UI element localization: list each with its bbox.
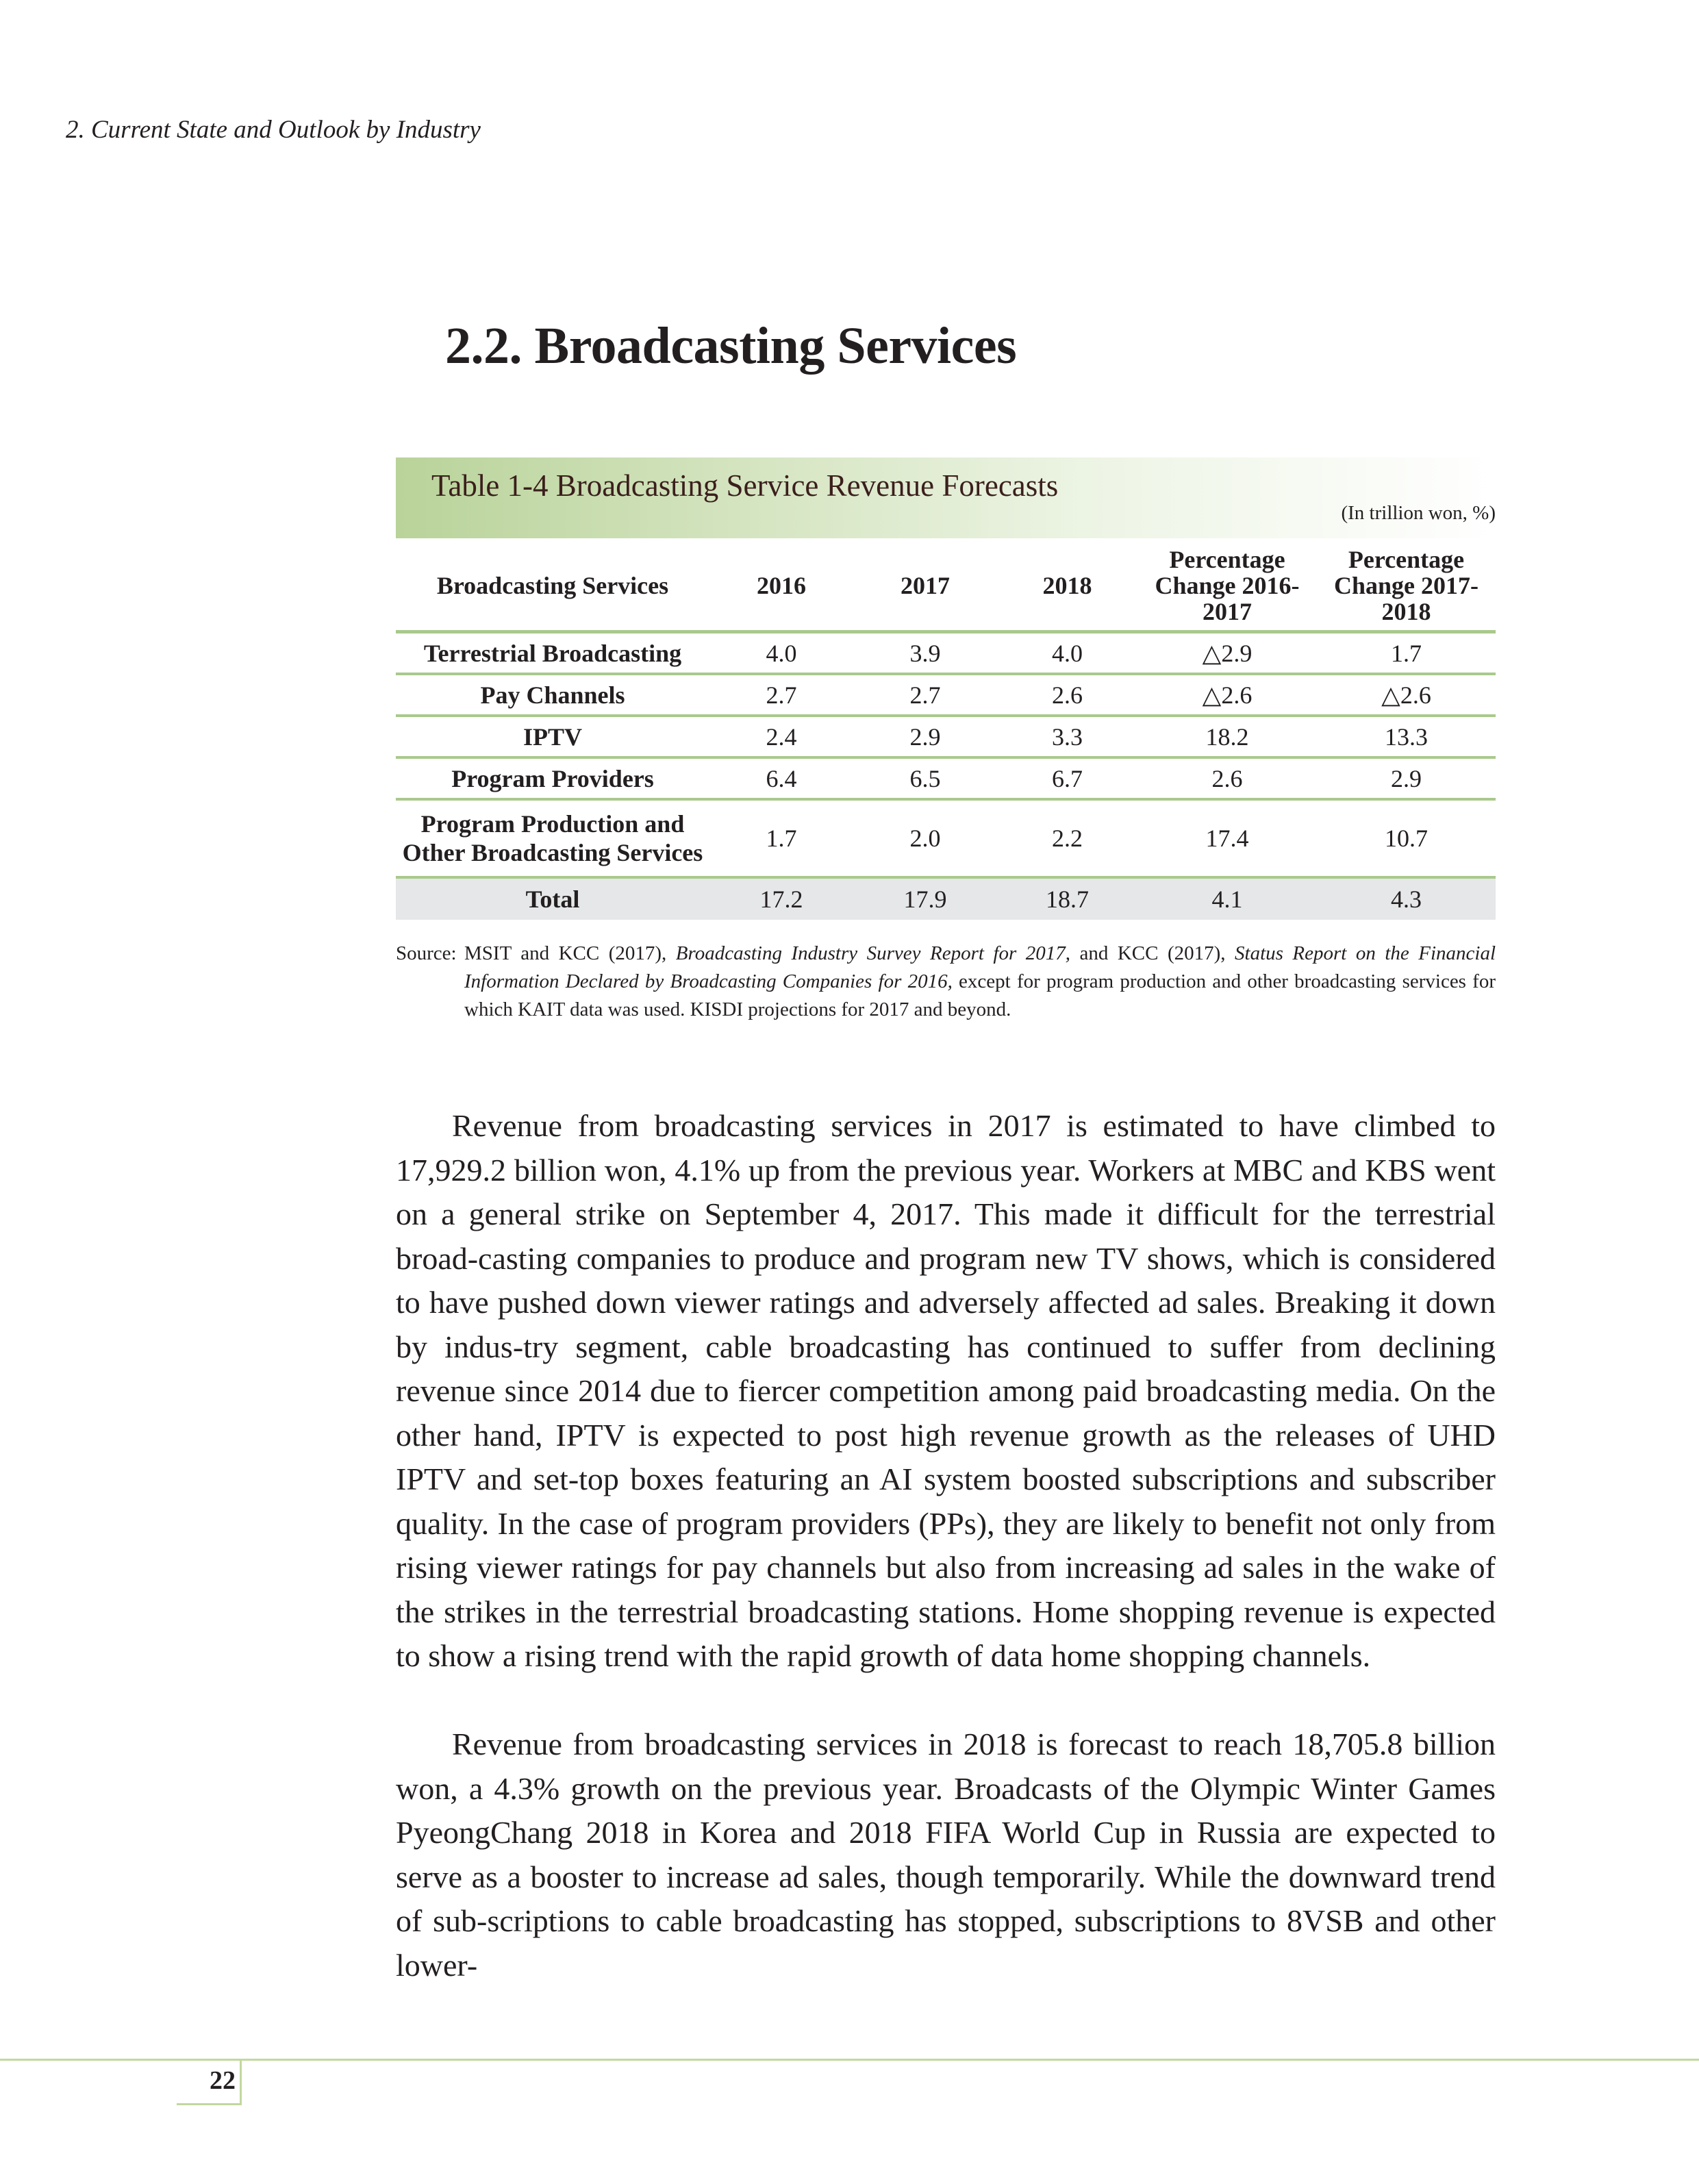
table-cell: 2.9 — [853, 716, 997, 757]
body-paragraph: Revenue from broadcasting services in 2017 is estimated to have climbed to 17,929.2 billion won, 4.1% up from the previous year. Workers at MBC and KBS went on a general strike on September 4, 2017. This made it difficult for the terrestrial broad-casting companies to produce and program new TV shows, which is considered to have pushed down viewer ratings and adversely affected ad sales. Breaking it down by indus-try segment, cable broadcasting has continued to suffer from declining revenue since 2014 due to fiercer competition among paid broadcasting media. On the other hand, IPTV is expected to post high revenue growth as the releases of UHD IPTV and set-top boxes featuring an AI system boosted subscriptions and subscriber quality. In the case of program providers (PPs), they are likely to benefit not only from rising viewer ratings for pay channels but also from increasing ad sales in the wake of the strikes in the terrestrial broadcasting stations. Home shopping revenue is expected to show a rising trend with the rapid growth of data home shopping channels. — [396, 1108, 1496, 1673]
section-title: 2.2. Broadcasting Services — [445, 317, 1017, 375]
table-cell: 2.7 — [709, 674, 853, 716]
table-cell: 4.0 — [997, 632, 1137, 675]
table-cell: 4.1 — [1137, 877, 1317, 920]
row-label: Total — [396, 877, 709, 920]
source-report-title: Status Report on the Financial Information Declared by Broadcasting Companies for 2016, — [464, 942, 1496, 992]
table-cell: 2.6 — [1137, 757, 1317, 799]
table-cell: △2.6 — [1137, 674, 1317, 716]
source-text-part: except for program production and other broadcasting services for which KAIT data was used. KISDI projections for 2017 and beyond. — [464, 970, 1496, 1020]
body-paragraph: Revenue from broadcasting services in 2018 is forecast to reach 18,705.8 billion won, a 4.3% growth on the previous year. Broadcasts of the Olympic Winter Games PyeongChang 2018 in Korea and 2018 FIFA World Cup in Russia are expected to serve as a booster to increase ad sales, though temporarily. While the downward trend of sub-scriptions to cable broadcasting has stopped, subscriptions to 8VSB and other lower- — [396, 1727, 1496, 1983]
table-caption: Table 1-4 Broadcasting Service Revenue Forecasts — [431, 468, 1059, 503]
source-label: Source: — [396, 942, 457, 964]
table-cell: 17.9 — [853, 877, 997, 920]
table-cell: 2.0 — [853, 799, 997, 877]
running-head: 2. Current State and Outlook by Industry — [66, 116, 481, 144]
column-header: 2018 — [997, 541, 1137, 632]
table-cell: 2.2 — [997, 799, 1137, 877]
column-header: 2016 — [709, 541, 853, 632]
page-number: 22 — [210, 2066, 236, 2095]
table-cell: 6.4 — [709, 757, 853, 799]
row-label: Program Providers — [396, 757, 709, 799]
table-total-row — [396, 877, 1496, 920]
table-cell: △2.6 — [1317, 674, 1496, 716]
table-cell: 18.7 — [997, 877, 1137, 920]
footer-rule — [0, 2059, 1699, 2061]
row-label: Program Production and Other Broadcasting Services — [396, 799, 709, 877]
table-cell: △2.9 — [1137, 632, 1317, 675]
column-header: Percentage Change 2016-2017 — [1137, 541, 1317, 632]
table-cell: 17.4 — [1137, 799, 1317, 877]
source-text-part: and KCC (2017), — [1070, 942, 1235, 964]
table-cell: 18.2 — [1137, 716, 1317, 757]
table-cell: 1.7 — [709, 799, 853, 877]
table-source-note — [396, 940, 1496, 1024]
table-cell: 2.6 — [997, 674, 1137, 716]
table-row — [396, 757, 1496, 799]
table-units-note: (In trillion won, %) — [1341, 502, 1496, 524]
table-cell: 17.2 — [709, 877, 853, 920]
table-row — [396, 674, 1496, 716]
column-header: Broadcasting Services — [396, 541, 709, 632]
table-cell: 3.9 — [853, 632, 997, 675]
table-row — [396, 716, 1496, 757]
table-cell: 6.7 — [997, 757, 1137, 799]
table-cell: 10.7 — [1317, 799, 1496, 877]
column-header: 2017 — [853, 541, 997, 632]
table-row — [396, 799, 1496, 877]
table-cell: 13.3 — [1317, 716, 1496, 757]
source-report-title: Broadcasting Industry Survey Report for 2017, — [675, 942, 1070, 964]
table-cell: 2.9 — [1317, 757, 1496, 799]
table-cell: 4.0 — [709, 632, 853, 675]
table-cell: 6.5 — [853, 757, 997, 799]
table-row — [396, 632, 1496, 675]
table-cell: 2.7 — [853, 674, 997, 716]
table-cell: 2.4 — [709, 716, 853, 757]
source-text-part: MSIT and KCC (2017), — [464, 942, 676, 964]
table-cell: 4.3 — [1317, 877, 1496, 920]
table-header-row — [396, 541, 1496, 632]
row-label: Pay Channels — [396, 674, 709, 716]
revenue-forecast-table — [396, 541, 1496, 920]
column-header: Percentage Change 2017-2018 — [1317, 541, 1496, 632]
row-label: Terrestrial Broadcasting — [396, 632, 709, 675]
table-cell: 3.3 — [997, 716, 1137, 757]
source-text — [464, 940, 1496, 1024]
row-label: IPTV — [396, 716, 709, 757]
table-cell: 1.7 — [1317, 632, 1496, 675]
